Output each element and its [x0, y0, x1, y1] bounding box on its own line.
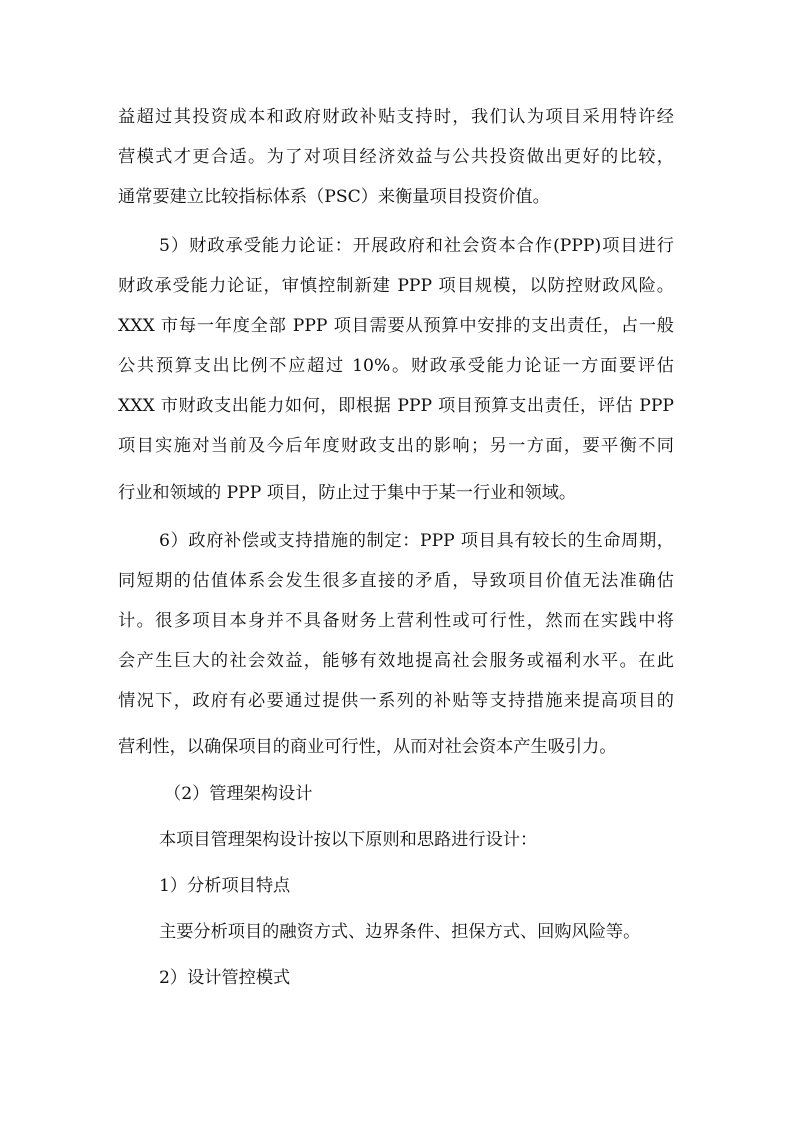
- paragraph-line: 益超过其投资成本和政府财政补贴支持时，我们认为项目采用特许经: [118, 107, 674, 127]
- section-heading: （2）管理架构设计: [164, 784, 313, 804]
- paragraph-line: 通常要建立比较指标体系（PSC）来衡量项目投资价值。: [118, 187, 550, 207]
- paragraph-line: 财政承受能力论证，审慎控制新建 PPP 项目规模，以防控财政风险。: [118, 276, 674, 296]
- paragraph-line: 营模式才更合适。为了对项目经济效益与公共投资做出更好的比较，: [118, 147, 674, 167]
- paragraph-line: 5）财政承受能力论证：开展政府和社会资本合作(PPP)项目进行: [159, 236, 674, 256]
- paragraph-line: 同短期的估值体系会发生很多直接的矛盾，导致项目价值无法准确估: [118, 571, 674, 591]
- paragraph-line: 公共预算支出比例不应超过 10%。财政承受能力论证一方面要评估: [118, 356, 674, 376]
- paragraph-line: 会产生巨大的社会效益，能够有效地提高社会服务或福利水平。在此: [118, 651, 674, 671]
- paragraph-line: 6）政府补偿或支持措施的制定：PPP 项目具有较长的生命周期，: [159, 531, 674, 551]
- paragraph-line: 营利性，以确保项目的商业可行性，从而对社会资本产生吸引力。: [118, 737, 617, 757]
- paragraph-line: 主要分析项目的融资方式、边界条件、担保方式、回购风险等。: [159, 922, 641, 942]
- paragraph-line: XXX 市每一年度全部 PPP 项目需要从预算中安排的支出责任，占一般: [118, 316, 674, 336]
- paragraph-line: XXX 市财政支出能力如何，即根据 PPP 项目预算支出责任，评估 PPP: [118, 396, 674, 416]
- paragraph-line: 行业和领域的 PPP 项目，防止过于集中于某一行业和领域。: [118, 483, 577, 503]
- paragraph-line: 项目实施对当前及今后年度财政支出的影响；另一方面，要平衡不同: [118, 436, 674, 456]
- list-item-heading: 2）设计管控模式: [159, 968, 291, 988]
- paragraph-line: 情况下，政府有必要通过提供一系列的补贴等支持措施来提高项目的: [118, 691, 674, 711]
- list-item-heading: 1）分析项目特点: [159, 876, 291, 896]
- paragraph-line: 本项目管理架构设计按以下原则和思路进行设计：: [159, 830, 538, 850]
- paragraph-line: 计。很多项目本身并不具备财务上营利性或可行性，然而在实践中将: [118, 611, 674, 631]
